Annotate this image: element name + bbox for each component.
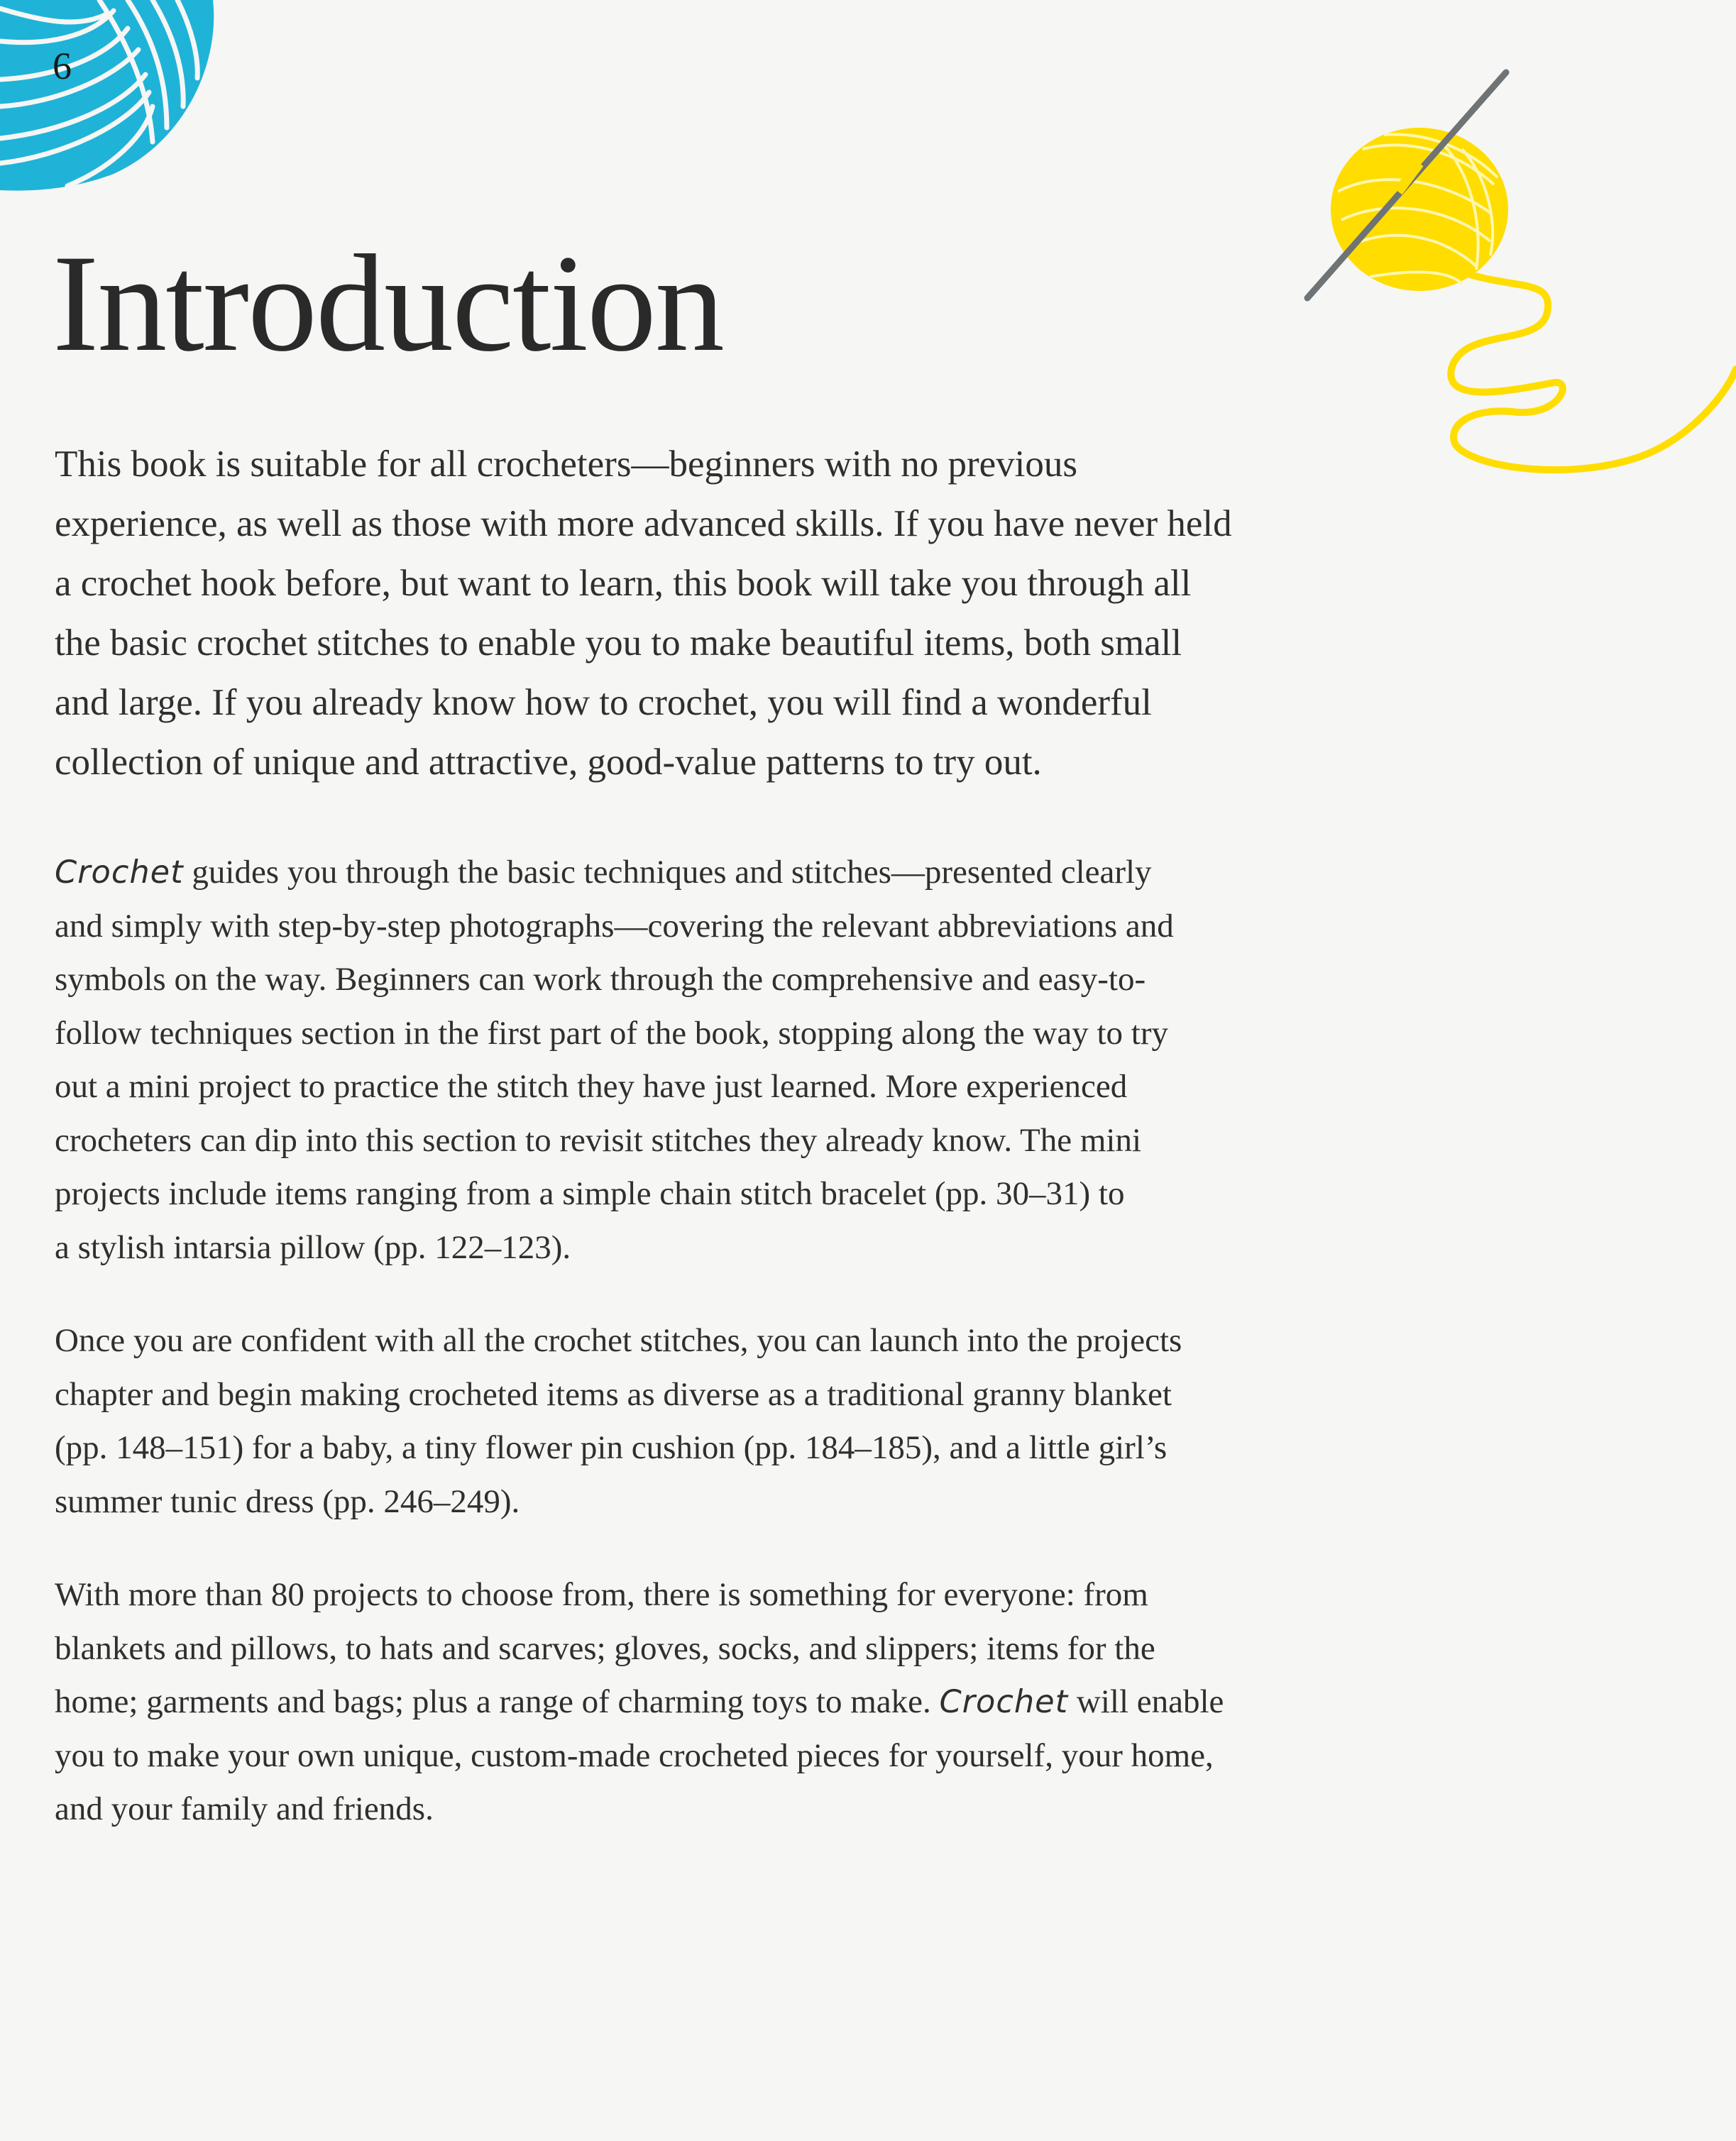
text-line <box>55 1167 1174 1221</box>
text-segment: summer tunic dress (pp. 246–249). <box>55 1482 520 1520</box>
text-segment: projects include items ranging from a simple chain stitch bracelet (pp. 30–31) to <box>55 1175 1125 1212</box>
text-segment: and simply with step-by-step photographs—covering the relevant abbreviations and <box>55 907 1174 945</box>
yellow-yarn-ball-with-hook-illustration <box>1278 57 1736 582</box>
paragraph <box>55 846 1174 1275</box>
text-segment: This book is suitable for all crocheters—beginners with no previous <box>55 444 1077 485</box>
text-line <box>55 732 1232 792</box>
text-line <box>55 1007 1174 1061</box>
text-line <box>55 1622 1224 1676</box>
text-line <box>55 953 1174 1007</box>
text-segment: will enable <box>1068 1683 1224 1720</box>
paragraph <box>55 434 1232 792</box>
text-line <box>55 554 1232 613</box>
text-line <box>55 1568 1224 1622</box>
text-line <box>55 1475 1182 1529</box>
text-line <box>55 846 1174 900</box>
text-segment: you to make your own unique, custom-made crocheted pieces for yourself, your home, <box>55 1737 1214 1774</box>
text-segment: crocheters can dip into this section to revisit stitches they already know. The mini <box>55 1121 1142 1159</box>
page-title: Introduction <box>53 226 723 380</box>
text-segment: a crochet hook before, but want to learn, this book will take you through all <box>55 563 1192 604</box>
blue-yarn-ball-illustration <box>0 0 227 199</box>
text-line <box>55 1114 1174 1168</box>
text-segment: experience, as well as those with more advanced skills. If you have never held <box>55 503 1232 544</box>
text-line <box>55 1221 1174 1275</box>
text-line <box>55 1421 1182 1475</box>
text-segment: With more than 80 projects to choose from, there is something for everyone: from <box>55 1576 1148 1613</box>
book-title-emphasis: Crochet <box>939 1683 1069 1720</box>
text-line <box>55 1060 1174 1114</box>
text-segment: symbols on the way. Beginners can work through the comprehensive and easy-to- <box>55 961 1146 998</box>
text-line <box>55 1783 1224 1837</box>
text-segment: and large. If you already know how to crochet, you will find a wonderful <box>55 682 1152 723</box>
text-line <box>55 1675 1224 1729</box>
text-line <box>55 1368 1182 1422</box>
text-segment: (pp. 148–151) for a baby, a tiny flower pin cushion (pp. 184–185), and a little girl’s <box>55 1429 1168 1466</box>
paragraph <box>55 1314 1182 1529</box>
page-number: 6 <box>53 45 72 87</box>
text-line <box>55 613 1232 673</box>
text-segment: a stylish intarsia pillow (pp. 122–123). <box>55 1228 571 1266</box>
text-segment: blankets and pillows, to hats and scarves; gloves, socks, and slippers; items for the <box>55 1629 1155 1667</box>
text-segment: out a mini project to practice the stitch they have just learned. More experienced <box>55 1068 1128 1105</box>
text-segment: chapter and begin making crocheted items as diverse as a traditional granny blanket <box>55 1375 1172 1413</box>
book-title-emphasis: Crochet <box>55 854 184 891</box>
text-segment: home; garments and bags; plus a range of charming toys to make. <box>55 1683 940 1720</box>
text-segment: follow techniques section in the first part of the book, stopping along the way to try <box>55 1014 1168 1052</box>
text-segment: the basic crochet stitches to enable you to make beautiful items, both small <box>55 622 1182 664</box>
text-segment: guides you through the basic techniques and stitches—presented clearly <box>183 854 1152 891</box>
text-segment: Once you are confident with all the crochet stitches, you can launch into the projects <box>55 1322 1182 1359</box>
text-line <box>55 434 1232 494</box>
text-segment: and your family and friends. <box>55 1790 434 1827</box>
text-line <box>55 1314 1182 1368</box>
text-line <box>55 494 1232 554</box>
text-line <box>55 1729 1224 1783</box>
paragraph <box>55 1568 1224 1837</box>
text-line <box>55 900 1174 954</box>
text-segment: collection of unique and attractive, good-value patterns to try out. <box>55 742 1042 783</box>
text-line <box>55 673 1232 732</box>
